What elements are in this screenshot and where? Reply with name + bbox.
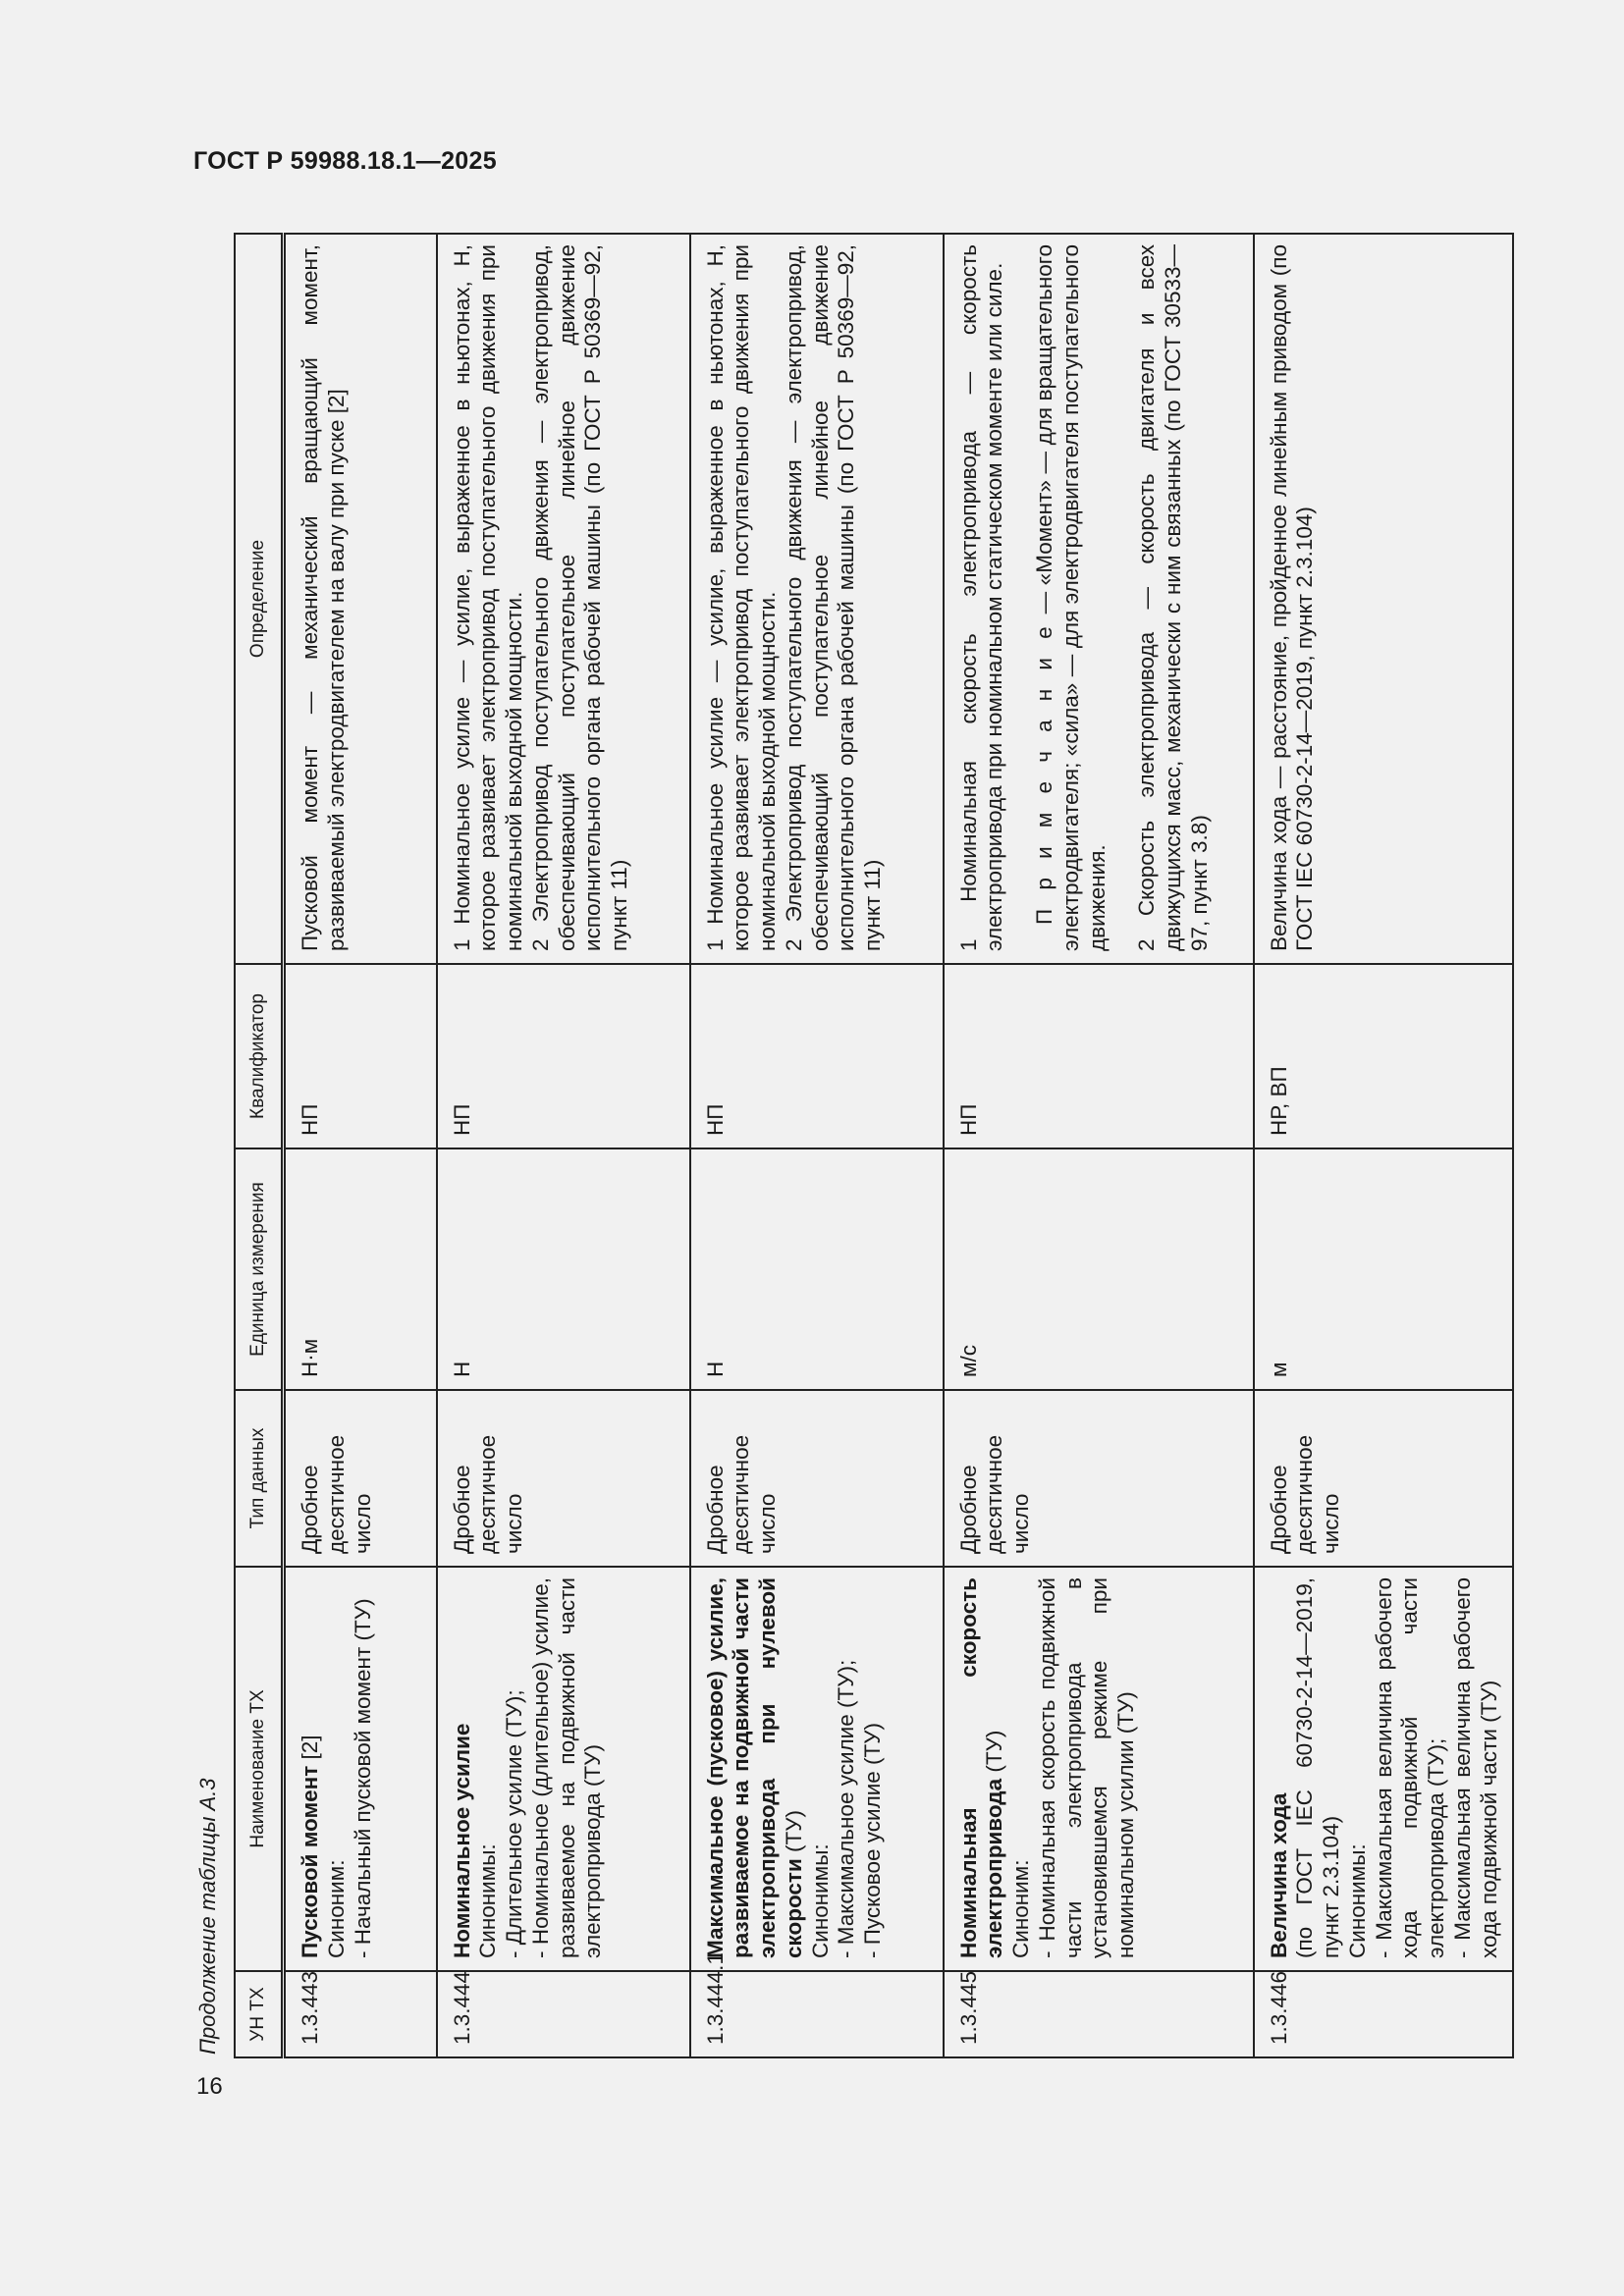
definition-text: Величина хода — расстояние, пройденное линейным приводом (по ГОСТ IEC 60730-2-14—2019, пункт 2.3.104)	[1266, 244, 1318, 951]
characteristics-table	[234, 233, 1514, 2058]
cell-unit: м/с	[944, 1148, 1254, 1390]
table-header-row	[235, 234, 284, 2057]
table-row	[690, 234, 944, 2057]
synonym-item: - Максимальное усилие (ТУ);	[834, 1659, 859, 1958]
cell-qualifier: НР, ВП	[1254, 964, 1514, 1148]
synonym-item: - Пусковое усилие (ТУ)	[860, 1722, 886, 1958]
cell-qualifier: НП	[284, 964, 437, 1148]
definition-text: 1 Номинальное усилие — усилие, выраженное в ньютонах, Н, которое развивает электропривод поступательного движения при номинальной выходной мощности.	[449, 244, 527, 951]
term-name: Максимальное (пусковое) усилие, развиваемое на подвижной части электропривода при нулевой скорости	[702, 1577, 806, 1958]
column-header-definition: Определение	[235, 234, 284, 964]
cell-code: 1.3.444	[437, 1971, 690, 2057]
column-header-data-type: Тип данных	[235, 1390, 284, 1567]
cell-name	[1254, 1567, 1514, 1971]
synonym-item: - Длительное усилие (ТУ);	[502, 1689, 527, 1958]
cell-code: 1.3.445	[944, 1971, 1254, 2057]
cell-unit: Н·м	[284, 1148, 437, 1390]
cell-unit: Н	[690, 1148, 944, 1390]
cell-data-type: Дробное десятичное число	[944, 1390, 1254, 1567]
page-number: 16	[196, 2073, 223, 2100]
cell-code: 1.3.443	[284, 1971, 437, 2057]
synonym-item: - Начальный пусковой момент (ТУ)	[350, 1598, 375, 1958]
term-tail: (ТУ)	[982, 1730, 1007, 1779]
synonyms-label: Синонимы:	[807, 1843, 833, 1958]
note-paragraph	[1032, 244, 1110, 951]
cell-definition	[284, 234, 437, 964]
table-row	[1254, 234, 1514, 2057]
definition-text: 2 Скорость электропривода — скорость двигателя и всех движущихся масс, механически с ним связанных (по ГОСТ 30533—97, пункт 3.8)	[1134, 244, 1212, 951]
cell-name	[284, 1567, 437, 1971]
cell-name	[690, 1567, 944, 1971]
cell-definition	[690, 234, 944, 964]
table-caption: Продолжение таблицы А.3	[195, 1778, 220, 2055]
term-source: (по ГОСТ IEC 60730-2-14—2019, пункт 2.3.104)	[1292, 1577, 1344, 1958]
cell-definition	[1254, 234, 1514, 964]
cell-data-type: Дробное десятичное число	[284, 1390, 437, 1567]
term-name: Величина хода	[1266, 1792, 1291, 1958]
cell-data-type: Дробное десятичное число	[1254, 1390, 1514, 1567]
synonyms-label: Синонимы:	[1344, 1843, 1370, 1958]
column-header-name: Наименование ТХ	[235, 1567, 284, 1971]
synonyms-label: Синонимы:	[475, 1843, 501, 1958]
cell-data-type: Дробное десятичное число	[690, 1390, 944, 1567]
cell-qualifier: НП	[944, 964, 1254, 1148]
column-header-unit: Единица измерения	[235, 1148, 284, 1390]
term-name: Номинальное усилие	[449, 1723, 474, 1958]
note-text: — «Момент» — для вращательного электродвигателя; «сила» — для электродвигателя поступательного движения.	[1032, 244, 1110, 951]
synonyms-label: Синоним:	[1008, 1859, 1034, 1958]
cell-data-type: Дробное десятичное число	[437, 1390, 690, 1567]
table-row	[944, 234, 1254, 2057]
definition-text: 2 Электропривод поступательного движения — электропривод, обеспечивающий поступательное линейное движение исполнительного органа рабочей машины (по ГОСТ Р 50369—92, пункт 11)	[781, 244, 886, 951]
synonym-item: - Номинальная скорость подвижной части электропривода в установившемся режиме при номинальном усилии (ТУ)	[1034, 1577, 1139, 1958]
definition-text: 2 Электропривод поступательного движения — электропривод, обеспечивающий поступательное линейное движение исполнительного органа рабочей машины (по ГОСТ Р 50369—92, пункт 11)	[527, 244, 632, 951]
cell-qualifier: НП	[690, 964, 944, 1148]
document-header: ГОСТ Р 59988.18.1—2025	[193, 147, 497, 175]
definition-text: Пусковой момент — механический вращающий момент, развиваемый электродвигателем на валу при пуске [2]	[298, 244, 349, 951]
cell-code: 1.3.444.1	[690, 1971, 944, 2057]
cell-definition	[437, 234, 690, 964]
cell-unit: Н	[437, 1148, 690, 1390]
term-name: Номинальная скорость электропривода	[955, 1577, 1007, 1958]
table-row	[437, 234, 690, 2057]
cell-code: 1.3.446	[1254, 1971, 1514, 2057]
synonym-item: - Максимальная величина рабочего хода подвижной части электропривода (ТУ);	[1371, 1577, 1449, 1958]
cell-definition	[944, 234, 1254, 964]
rotated-table-area	[183, 233, 1503, 2058]
cell-unit: м	[1254, 1148, 1514, 1390]
synonym-item: - Номинальное (длительное) усилие, развиваемое на подвижной части электропривода (ТУ)	[527, 1577, 606, 1958]
definition-text: 1 Номинальная скорость электропривода — скорость электропривода при номинальном статическом моменте или силе.	[955, 244, 1007, 951]
cell-qualifier: НП	[437, 964, 690, 1148]
note-label: П р и м е ч а н и е	[1032, 620, 1057, 925]
column-header-qualifier: Квалификатор	[235, 964, 284, 1148]
synonym-item: - Максимальная величина рабочего хода подвижной части (ТУ)	[1449, 1577, 1501, 1958]
column-header-code: УН ТХ	[235, 1971, 284, 2057]
term-name: Пусковой момент	[298, 1765, 322, 1958]
term-tail: (ТУ)	[781, 1809, 806, 1859]
cell-name	[944, 1567, 1254, 1971]
term-reference: [2]	[298, 1735, 322, 1766]
synonyms-label: Синоним:	[323, 1859, 349, 1958]
table-row	[284, 234, 437, 2057]
definition-text: 1 Номинальное усилие — усилие, выраженное в ньютонах, Н, которое развивает электропривод поступательного движения при номинальной выходной мощности.	[702, 244, 781, 951]
cell-name	[437, 1567, 690, 1971]
